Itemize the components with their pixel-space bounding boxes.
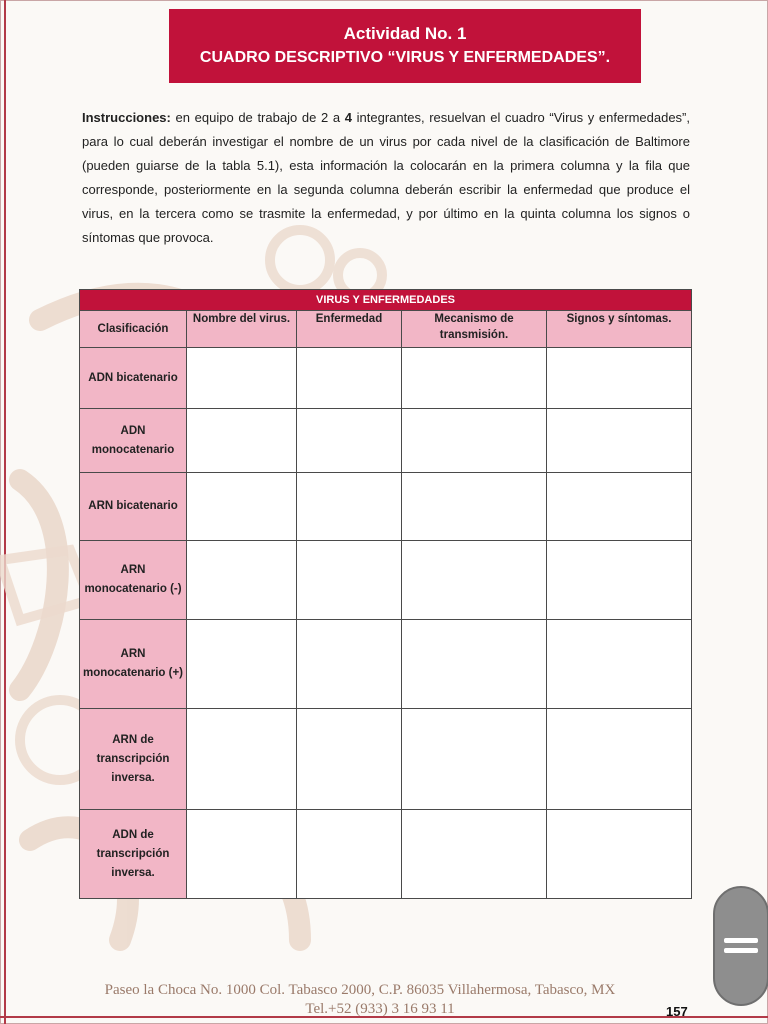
column-header-signos: Signos y síntomas. <box>547 311 692 348</box>
activity-subtitle: CUADRO DESCRIPTIVO “VIRUS Y ENFERMEDADES”. <box>199 49 611 66</box>
footer-address: Paseo la Choca No. 1000 Col. Tabasco 2000, C.P. 86035 Villahermosa, Tabasco, MX <box>104 982 616 998</box>
table-cell[interactable] <box>547 541 692 620</box>
table-header-row <box>80 311 692 348</box>
table-cell[interactable] <box>297 348 402 409</box>
table-cell[interactable] <box>547 810 692 899</box>
table-cell[interactable] <box>297 473 402 541</box>
left-border-rule <box>4 0 6 1024</box>
table-cell[interactable] <box>402 541 547 620</box>
virus-table <box>79 289 692 899</box>
table-cell[interactable] <box>187 810 297 899</box>
instructions-text: en equipo de trabajo de 2 a <box>170 110 345 125</box>
column-header-enfermedad: Enfermedad <box>297 311 402 348</box>
instructions-text-rest: integrantes, resuelvan el cuadro “Virus y enfermedades”, para lo cual deberán investigar el nombre de un virus por cada nivel de la clasificación de Baltimore (pueden guiarse de la tabla 5.1), esta información la colocarán en la primera columna y la fila que corresponde, posteriormente en la segunda columna deberán escribir la enfermedad que produce el virus, en la tercera como se trasmite la enfermedad, y por último en la quinta columna los signos o síntomas que provoca. <box>82 110 690 245</box>
table-cell[interactable] <box>187 348 297 409</box>
activity-header <box>169 9 641 83</box>
column-header-mecanismo: Mecanismo de transmisión. <box>402 311 547 348</box>
table-cell[interactable] <box>297 541 402 620</box>
table-caption: VIRUS Y ENFERMEDADES <box>80 290 692 311</box>
table-cell[interactable] <box>402 810 547 899</box>
row-label: ADN monocatenario <box>80 409 187 473</box>
row-label: ARN bicatenario <box>80 473 187 541</box>
row-label: ARN monocatenario (+) <box>80 620 187 709</box>
row-label: ARN monocatenario (-) <box>80 541 187 620</box>
table-cell[interactable] <box>297 409 402 473</box>
table-cell[interactable] <box>187 620 297 709</box>
menu-button[interactable] <box>713 886 768 1006</box>
column-header-nombre: Nombre del virus. <box>187 311 297 348</box>
table-cell[interactable] <box>402 473 547 541</box>
table-row <box>80 541 692 620</box>
table-cell[interactable] <box>297 709 402 810</box>
table-cell[interactable] <box>402 348 547 409</box>
table-row <box>80 473 692 541</box>
row-label: ADN bicatenario <box>80 348 187 409</box>
table-cell[interactable] <box>402 409 547 473</box>
table-row <box>80 409 692 473</box>
row-label: ARN de transcripción inversa. <box>80 709 187 810</box>
table-cell[interactable] <box>187 409 297 473</box>
table-cell[interactable] <box>297 620 402 709</box>
table-cell[interactable] <box>547 473 692 541</box>
instructions-paragraph <box>82 106 690 250</box>
instructions-number: 4 <box>344 110 352 125</box>
footer-phone: Tel.+52 (933) 3 16 93 11 <box>305 1001 455 1017</box>
instructions-label: Instrucciones: <box>82 110 171 125</box>
hamburger-menu-icon <box>724 935 758 957</box>
table-cell[interactable] <box>187 473 297 541</box>
table-cell[interactable] <box>547 348 692 409</box>
page-number: 157 <box>666 1004 688 1019</box>
table-cell[interactable] <box>187 709 297 810</box>
table-row <box>80 810 692 899</box>
table-cell[interactable] <box>187 541 297 620</box>
table-cell[interactable] <box>402 620 547 709</box>
table-row <box>80 620 692 709</box>
column-header-clasificacion: Clasificación <box>80 311 187 348</box>
table-cell[interactable] <box>547 620 692 709</box>
table-cell[interactable] <box>402 709 547 810</box>
table-cell[interactable] <box>547 709 692 810</box>
table-row <box>80 348 692 409</box>
row-label: ADN de transcripción inversa. <box>80 810 187 899</box>
table-cell[interactable] <box>297 810 402 899</box>
table-cell[interactable] <box>547 409 692 473</box>
table-row <box>80 709 692 810</box>
activity-title: Actividad No. 1 <box>343 24 467 43</box>
